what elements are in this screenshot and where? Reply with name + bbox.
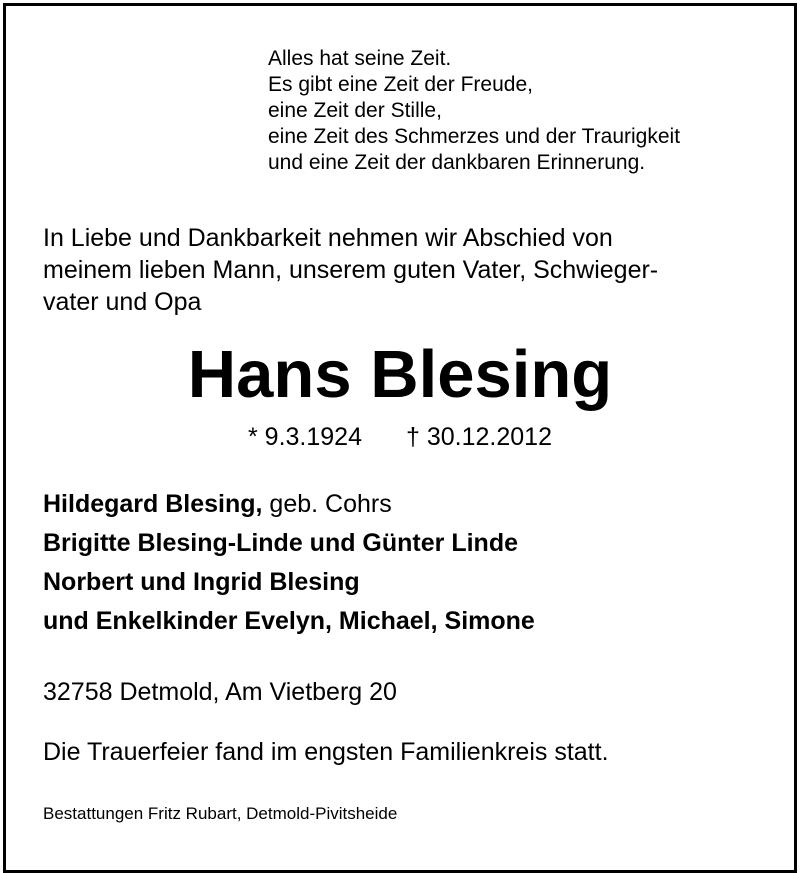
mourners-list [43,485,535,641]
intro-text [43,222,658,318]
life-dates [0,421,800,453]
mourner-name: Hildegard Blesing, [43,490,263,518]
poem-line: Es gibt eine Zeit der Freude, [268,73,533,96]
mourner-line: Norbert und Ingrid Blesing [43,568,360,596]
birth-date: * 9.3.1924 [248,423,362,451]
deceased-name: Hans Blesing [187,337,613,412]
mourner-line: Brigitte Blesing-Linde und Günter Linde [43,529,518,557]
poem-line: eine Zeit des Schmerzes und der Traurigkeit [268,125,681,148]
poem-line: Alles hat seine Zeit. [268,47,452,70]
mourner-maiden-name: geb. Cohrs [262,490,392,518]
mourner-line [43,485,535,524]
poem [268,46,680,176]
funeral-home: Bestattungen Fritz Rubart, Detmold-Pivitsheide [43,804,398,823]
poem-line: eine Zeit der Stille, [268,99,442,122]
family-address: 32758 Detmold, Am Vietberg 20 [43,678,397,706]
intro-line: In Liebe und Dankbarkeit nehmen wir Abschied von [43,224,613,252]
funeral-notice: Die Trauerfeier fand im engsten Familienkreis statt. [43,738,609,766]
mourner-line: und Enkelkinder Evelyn, Michael, Simone [43,607,535,635]
poem-line: und eine Zeit der dankbaren Erinnerung. [268,151,646,174]
intro-line: meinem lieben Mann, unserem guten Vater, Schwieger- [43,256,659,284]
intro-line: vater und Opa [43,288,202,316]
death-date: † 30.12.2012 [406,423,552,451]
